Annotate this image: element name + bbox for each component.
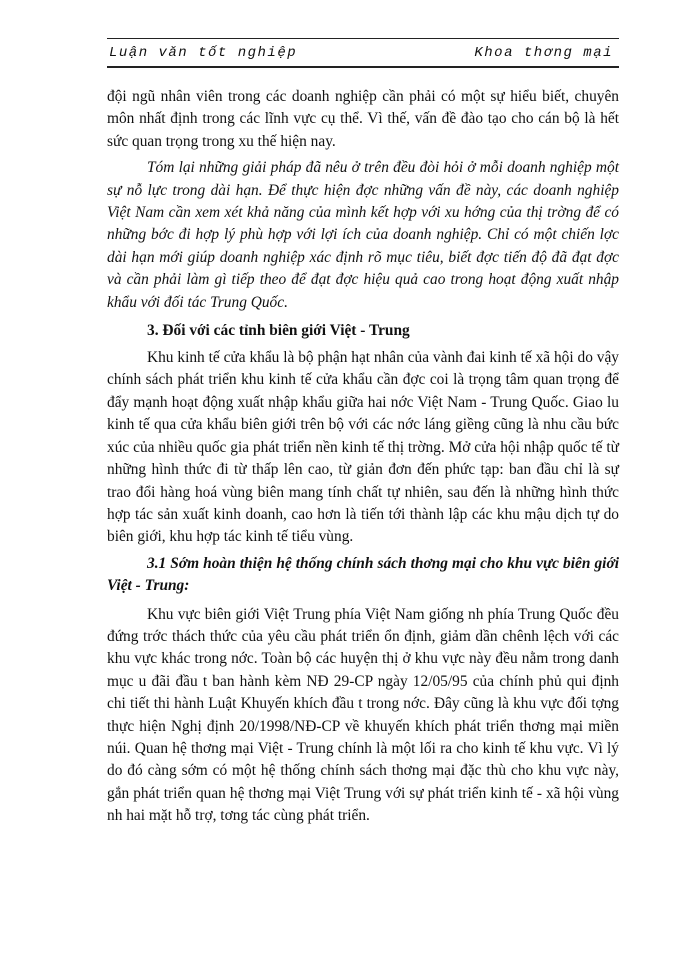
section-heading-3: 3. Đối với các tỉnh biên giới Việt - Trung	[147, 322, 410, 340]
header-thesis-label: Luận văn tốt nghiệp	[109, 45, 298, 61]
header-faculty-label: Khoa thơng mại	[474, 45, 613, 61]
paragraph-border-economy: Khu kinh tế cửa khẩu là bộ phận hạt nhân của vành đai kinh tế xã hội do vậy chính sách phát triển khu kinh tế cửa khẩu cần đợc coi là trọng tâm quan trọng để đẩy mạnh hoạt động xuất nhập khẩu giữa hai nớc Việt Nam - Trung Quốc. Giao lu kinh tế qua cửa khẩu biên giới trên bộ với các nớc láng giềng cũng là nhu cầu bức xúc của nhiều quốc gia phát triển nền kinh tế thị trờng. Mở cửa hội nhập quốc tế từ những hình thức đi từ thấp lên cao, từ giản đơn đến phức tạp: ban đầu chỉ là sự trao đổi hàng hoá vùng biên mang tính chất tự nhiên, sau đến là những hình thức hợp tác sản xuất kinh doanh, cao hơn là tiến tới thành lập các khu mậu dịch tự do biên giới, khu hợp tác kinh tế tiểu vùng.	[107, 349, 619, 546]
paragraph-border-region: Khu vực biên giới Việt Trung phía Việt Nam giống nh phía Trung Quốc đều đứng trớc thách thức của yêu cầu phát triển ổn định, giảm dần chênh lệch với các khu vực khác trong nớc. Toàn bộ các huyện thị ở khu vực này đều nằm trong danh mục u đãi đầu t ban hành kèm NĐ 29-CP ngày 12/05/95 của chính phủ qui định chi tiết thi hành Luật Khuyến khích đầu t trong nớc. Đây cũng là khu vực đối tợng thực hiện Nghị định 20/1998/NĐ-CP về khuyến khích phát triển thơng mại miền núi. Quan hệ thơng mại Việt - Trung chính là một lối ra cho kinh tế khu vực. Vì lý do đó càng sớm có một hệ thống chính sách thơng mại đặc thù cho khu vực này, gắn phát triển quan hệ thơng mại Việt Trung với sự phát triển kinh tế - xã hội vùng nh hai mặt hỗ trợ, tơng tác cùng phát triển.	[107, 605, 619, 825]
paragraph-continuation: đội ngũ nhân viên trong các doanh nghiệp cần phải có một sự hiểu biết, chuyên môn nhất định trong các lĩnh vực cụ thể. Vì thế, vấn đề đào tạo cho cán bộ là hết sức quan trọng trong xu thế hiện nay.	[107, 88, 619, 150]
subsection-heading-3-1: 3.1 Sớm hoàn thiện hệ thống chính sách thơng mại cho khu vực biên giới Việt - Trung:	[107, 554, 619, 595]
paragraph-summary: Tóm lại những giải pháp đã nêu ở trên đều đòi hỏi ở mỗi doanh nghiệp một sự nỗ lực trong dài hạn. Để thực hiện đợc những vấn đề này, các doanh nghiệp Việt Nam cần xem xét khả năng của mình kết hợp với xu hớng của thị trờng để có những bớc đi hợp lý phù hợp với lợi ích của doanh nghiệp. Chỉ có một chiến lợc dài hạn mới giúp doanh nghiệp xác định rõ mục tiêu, biết đợc tiến độ đã đạt đợc và cần phải làm gì tiếp theo để đạt đợc hiệu quả cao trong hoạt động xuất nhập khẩu với đối tác Trung Quốc.	[107, 159, 619, 311]
document-body	[107, 86, 619, 828]
page-header	[107, 38, 619, 68]
